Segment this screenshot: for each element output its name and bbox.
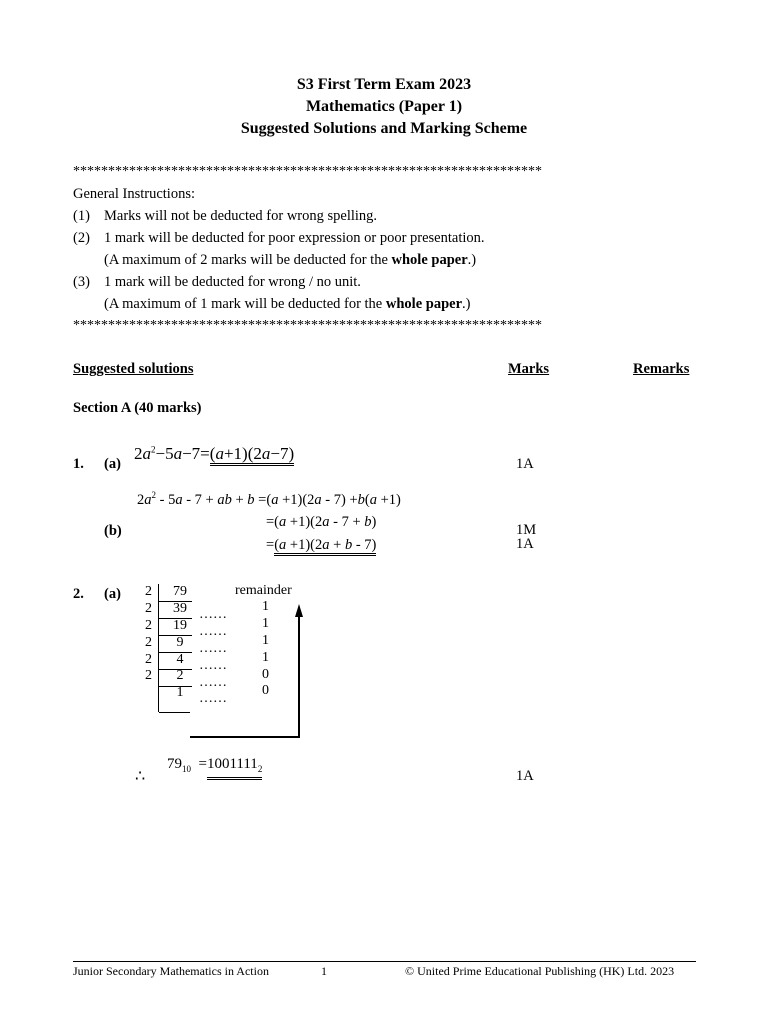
dots: …… [199, 675, 227, 690]
q1b-step-1: $2a^2 - 5a - 7$ + ab + b =(a +1)(2a - 7) +b(a +1) [137, 490, 401, 508]
separator-stars-bottom: ******************************************************************* [73, 318, 542, 333]
question-2a-label: (a) [104, 586, 121, 602]
q2a-conversion: $79_{10} =1001111_2$ [167, 756, 262, 780]
divisor: 2 [145, 601, 152, 616]
divisor: 2 [145, 618, 152, 633]
footer-page-number: 1 [321, 964, 327, 978]
quotient: 39 [173, 601, 187, 616]
remainder: 0 [262, 667, 269, 682]
document-subtitle: Suggested Solutions and Marking Scheme [240, 120, 528, 137]
instruction-1-text: Marks will not be deducted for wrong spelling. [104, 208, 378, 224]
question-1b-label: (b) [104, 523, 122, 539]
dots: …… [199, 658, 227, 673]
dots: …… [199, 641, 227, 656]
instructions-heading: General Instructions: [73, 186, 196, 202]
q1b-step-2: =(a +1)(2a - 7 + b) [266, 514, 377, 530]
divisor: 2 [145, 652, 152, 667]
remainder: 1 [262, 599, 269, 614]
quotient: 79 [173, 584, 187, 599]
quotient: 19 [173, 618, 187, 633]
question-2-number: 2. [73, 586, 84, 602]
therefore-symbol: ∴ [135, 768, 146, 785]
q1a-factorization: $2a^2-5a-7=(a+1)(2a-7)$ [134, 444, 294, 466]
separator-stars-top: ******************************************************************* [73, 164, 542, 179]
instruction-2-number: (2) [73, 230, 90, 246]
footer-copyright: © United Prime Educational Publishing (HK) Ltd. 2023 [405, 964, 675, 978]
divisor: 2 [145, 668, 152, 683]
remainder: 1 [262, 633, 269, 648]
instruction-1-number: (1) [73, 208, 90, 224]
remainder-label: remainder [235, 583, 292, 598]
dots: …… [199, 607, 227, 622]
paper-title: Mathematics (Paper 1) [305, 98, 463, 115]
remainder: 1 [262, 650, 269, 665]
divisor: 2 [145, 635, 152, 650]
question-1a-label: (a) [104, 456, 121, 472]
instruction-3-note: (A maximum of 1 mark will be deducted for the whole paper.) [104, 296, 471, 312]
q1b-mark-method: 1M [516, 522, 537, 538]
q1b-mark-answer: 1A [516, 536, 534, 552]
quotient: 2 [176, 668, 184, 683]
question-1-number: 1. [73, 456, 84, 472]
instruction-2-text: 1 mark will be deducted for poor expression or poor presentation. [104, 230, 485, 246]
instruction-3-text: 1 mark will be deducted for wrong / no unit. [104, 274, 361, 290]
dots: …… [199, 624, 227, 639]
arrow-up-icon [190, 615, 299, 737]
section-a-heading: Section A (40 marks) [73, 400, 202, 416]
q2a-mark: 1A [516, 768, 534, 784]
instruction-2-note: (A maximum of 2 marks will be deducted for the whole paper.) [104, 252, 477, 268]
footer-rule [73, 961, 696, 962]
divisor: 2 [145, 584, 152, 599]
instruction-3-number: (3) [73, 274, 90, 290]
quotient: 4 [176, 652, 184, 667]
exam-title: S3 First Term Exam 2023 [296, 76, 472, 93]
column-heading-remarks: Remarks [633, 361, 690, 377]
q1a-mark: 1A [516, 456, 534, 472]
remainder: 1 [262, 616, 269, 631]
quotient: 9 [176, 635, 184, 650]
column-heading-marks: Marks [508, 361, 550, 377]
quotient: 1 [176, 685, 184, 700]
remainder: 0 [262, 683, 269, 698]
footer-book-title: Junior Secondary Mathematics in Action [73, 964, 269, 978]
column-heading-solutions: Suggested solutions [73, 361, 194, 377]
q1b-step-3: =(a +1)(2a + b - 7) [266, 537, 376, 556]
dots: …… [199, 691, 227, 706]
